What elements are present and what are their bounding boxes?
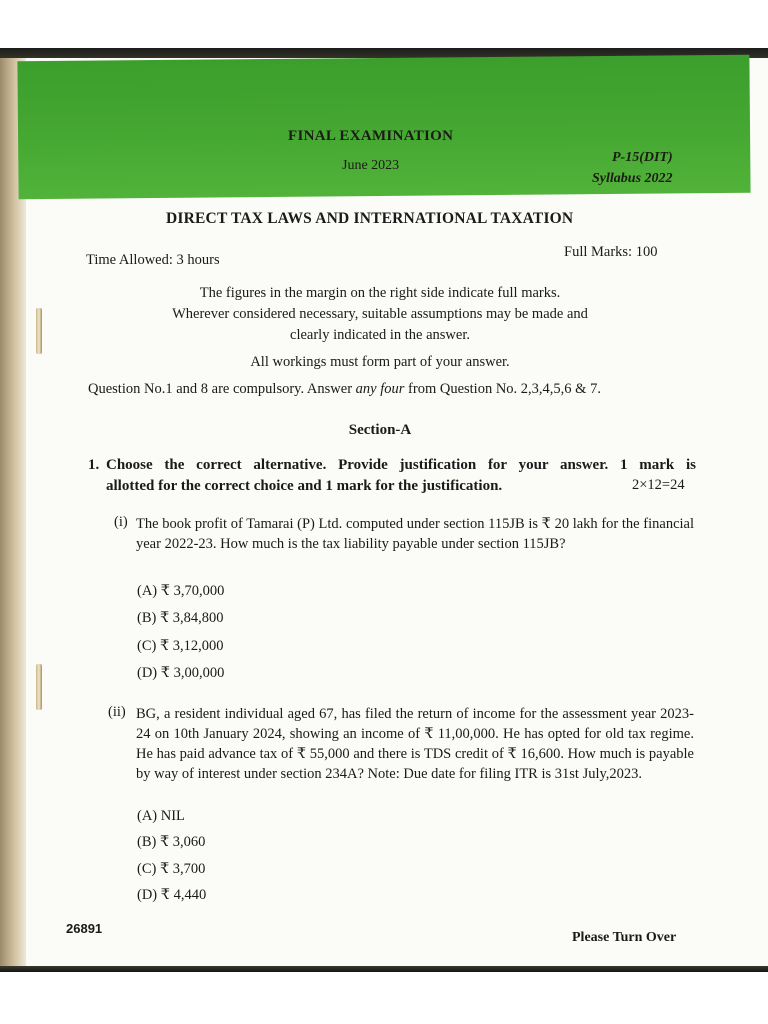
binding-clip xyxy=(36,308,42,354)
instruction-line: The figures in the margin on the right side indicate full marks. xyxy=(199,285,561,301)
binding-clip xyxy=(36,664,42,710)
compulsory-note xyxy=(88,381,601,398)
question-marks: 2×12=24 xyxy=(632,477,685,493)
compulsory-prefix: Question No.1 and 8 are compulsory. Answer xyxy=(88,381,356,397)
answer-option: (B) ₹ 3,060 xyxy=(137,834,206,850)
question-number: 1. xyxy=(88,457,100,473)
full-marks: Full Marks: 100 xyxy=(564,244,658,260)
answer-option: (A) NIL xyxy=(137,808,185,824)
question-instruction-line: allotted for the correct choice and 1 mark for the justification. xyxy=(106,478,503,494)
turn-over-note: Please Turn Over xyxy=(572,930,677,945)
answer-option: (D) ₹ 4,440 xyxy=(137,887,207,903)
answer-option: (C) ₹ 3,700 xyxy=(137,861,206,877)
answer-option: (B) ₹ 3,84,800 xyxy=(137,610,224,626)
syllabus-label: Syllabus 2022 xyxy=(592,171,673,186)
exam-session: June 2023 xyxy=(342,158,400,173)
instruction-line: clearly indicated in the answer. xyxy=(290,327,470,343)
compulsory-emphasis: any four xyxy=(355,381,405,397)
answer-option: (D) ₹ 3,00,000 xyxy=(137,665,225,681)
subquestion-text: The book profit of Tamarai (P) Ltd. computed under section 115JB is ₹ 20 lakh for the financial year 2022-23. How much is the tax liability payable under section 115JB? xyxy=(136,516,694,552)
answer-option: (C) ₹ 3,12,000 xyxy=(137,638,224,654)
instruction-line: Wherever considered necessary, suitable assumptions may be made and xyxy=(172,306,588,322)
paper-title: DIRECT TAX LAWS AND INTERNATIONAL TAXATION xyxy=(166,210,574,227)
question-instruction-line: Choose the correct alternative. Provide justification for your answer. 1 mark is xyxy=(106,457,696,473)
subquestion-text: BG, a resident individual aged 67, has filed the return of income for the assessment year 2023-24 on 10th January 2024, showing an income of ₹ 11,00,000. He has opted for old tax regime. He has paid advance tax of ₹ 55,000 and there is TDS credit of ₹ 16,600. How much is payable by way of interest under section 234A? Note: Due date for filing ITR is 31st July,2023. xyxy=(136,706,694,782)
instruction-line: All workings must form part of your answer. xyxy=(250,354,510,370)
subquestion-label: (ii) xyxy=(108,704,126,720)
subquestion-label: (i) xyxy=(114,514,128,530)
time-allowed: Time Allowed: 3 hours xyxy=(86,252,220,268)
exam-title: FINAL EXAMINATION xyxy=(288,128,454,144)
paper-code: P-15(DIT) xyxy=(612,150,673,165)
paper-serial-code: 26891 xyxy=(66,921,103,936)
compulsory-suffix: from Question No. 2,3,4,5,6 & 7. xyxy=(404,381,601,397)
photo-bottom-edge xyxy=(0,966,768,972)
answer-option: (A) ₹ 3,70,000 xyxy=(137,583,225,599)
section-heading: Section-A xyxy=(348,422,412,438)
